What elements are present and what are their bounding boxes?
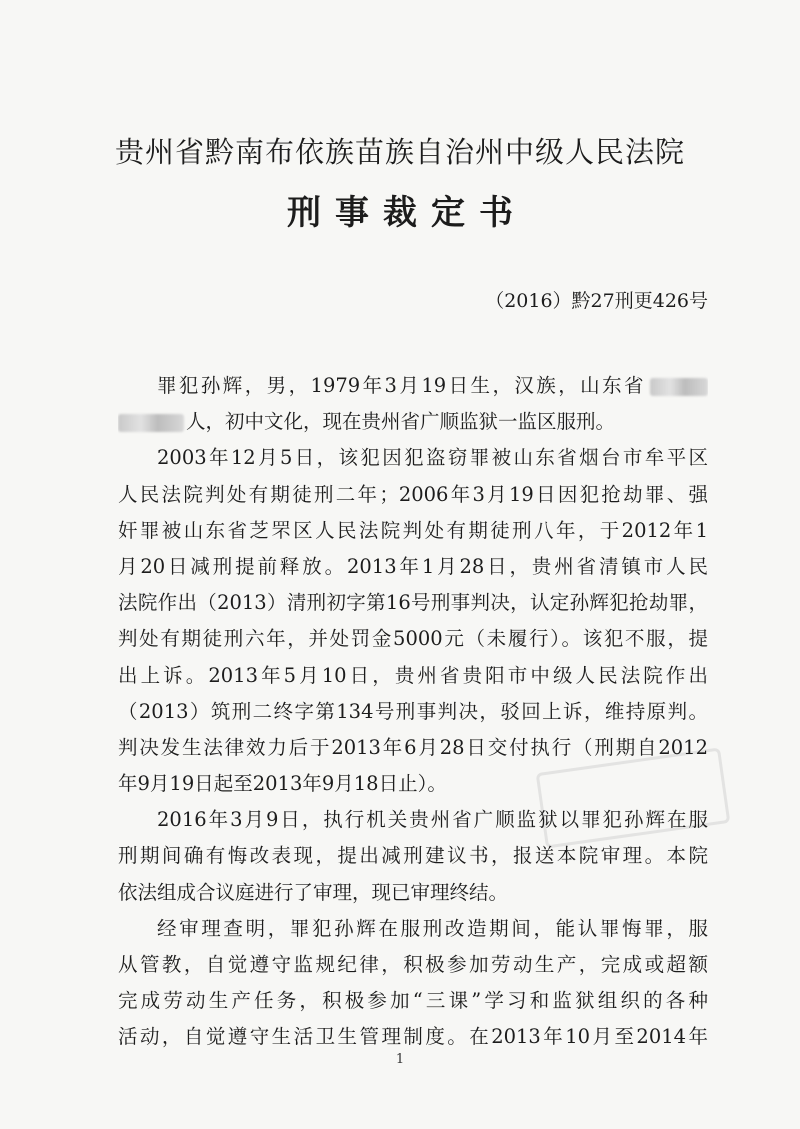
page-number: 1 [395, 1052, 405, 1067]
body-line: 奸罪被山东省芝罘区人民法院判处有期徒刑八年，于2012年1 [118, 518, 708, 542]
redacted-block [118, 414, 184, 432]
body-line: 依法组成合议庭进行了审理，现已审理终结。 [118, 880, 509, 904]
body-line-text: 罪犯孙辉，男，1979年3月19日生，汉族，山东省 [157, 374, 646, 397]
body-line: 出上诉。2013年5月10日，贵州省贵阳市中级人民法院作出 [118, 663, 708, 687]
case-number: （2016）黔27刑更426号 [485, 290, 708, 312]
body-line: 法院作出（2013）清刑初字第16号刑事判决，认定孙辉犯抢劫罪， [118, 591, 708, 615]
body-line: 月20日减刑提前释放。2013年1月28日，贵州省清镇市人民 [118, 554, 708, 578]
body-line: 判决发生法律效力后于2013年6月28日交付执行（刑期自2012 [118, 735, 708, 759]
body-line [118, 404, 708, 440]
court-name: 贵州省黔南布依族苗族自治州中级人民法院 [114, 135, 685, 169]
body-line: 从管教，自觉遵守监规纪律，积极参加劳动生产，完成或超额 [118, 953, 708, 976]
body-line-text: 人，初中文化，现在贵州省广顺监狱一监区服刑。 [186, 410, 616, 434]
body-line: 判处有期徒刑六年，并处罚金5000元（未履行）。该犯不服，提 [118, 627, 708, 651]
body-line [118, 368, 708, 404]
body-line: 经审理查明，罪犯孙辉在服刑改造期间，能认罪悔罪，服 [157, 916, 708, 940]
body-line: 2016年3月9日，执行机关贵州省广顺监狱以罪犯孙辉在服 [157, 808, 708, 832]
body-line: 人民法院判处有期徒刑二年；2006年3月19日因犯抢劫罪、强 [118, 482, 708, 506]
body-line: 活动，自觉遵守生活卫生管理制度。在2013年10月至2014年 [118, 1025, 708, 1049]
body-line: 年9月19日起至2013年9月18日止）。 [118, 772, 447, 796]
redacted-block [650, 378, 708, 396]
body-line: （2013）筑刑二终字第134号刑事判决，驳回上诉，维持原判。 [118, 699, 708, 723]
body-line: 刑期间确有悔改表现，提出减刑建议书，报送本院审理。本院 [118, 844, 708, 868]
body-line: 2003年12月5日，该犯因犯盗窃罪被山东省烟台市牟平区 [157, 446, 708, 470]
document-title: 刑事裁定书 [287, 193, 527, 233]
body-line: 完成劳动生产任务，积极参加“三课”学习和监狱组织的各种 [118, 989, 708, 1013]
document-body [118, 368, 708, 1056]
